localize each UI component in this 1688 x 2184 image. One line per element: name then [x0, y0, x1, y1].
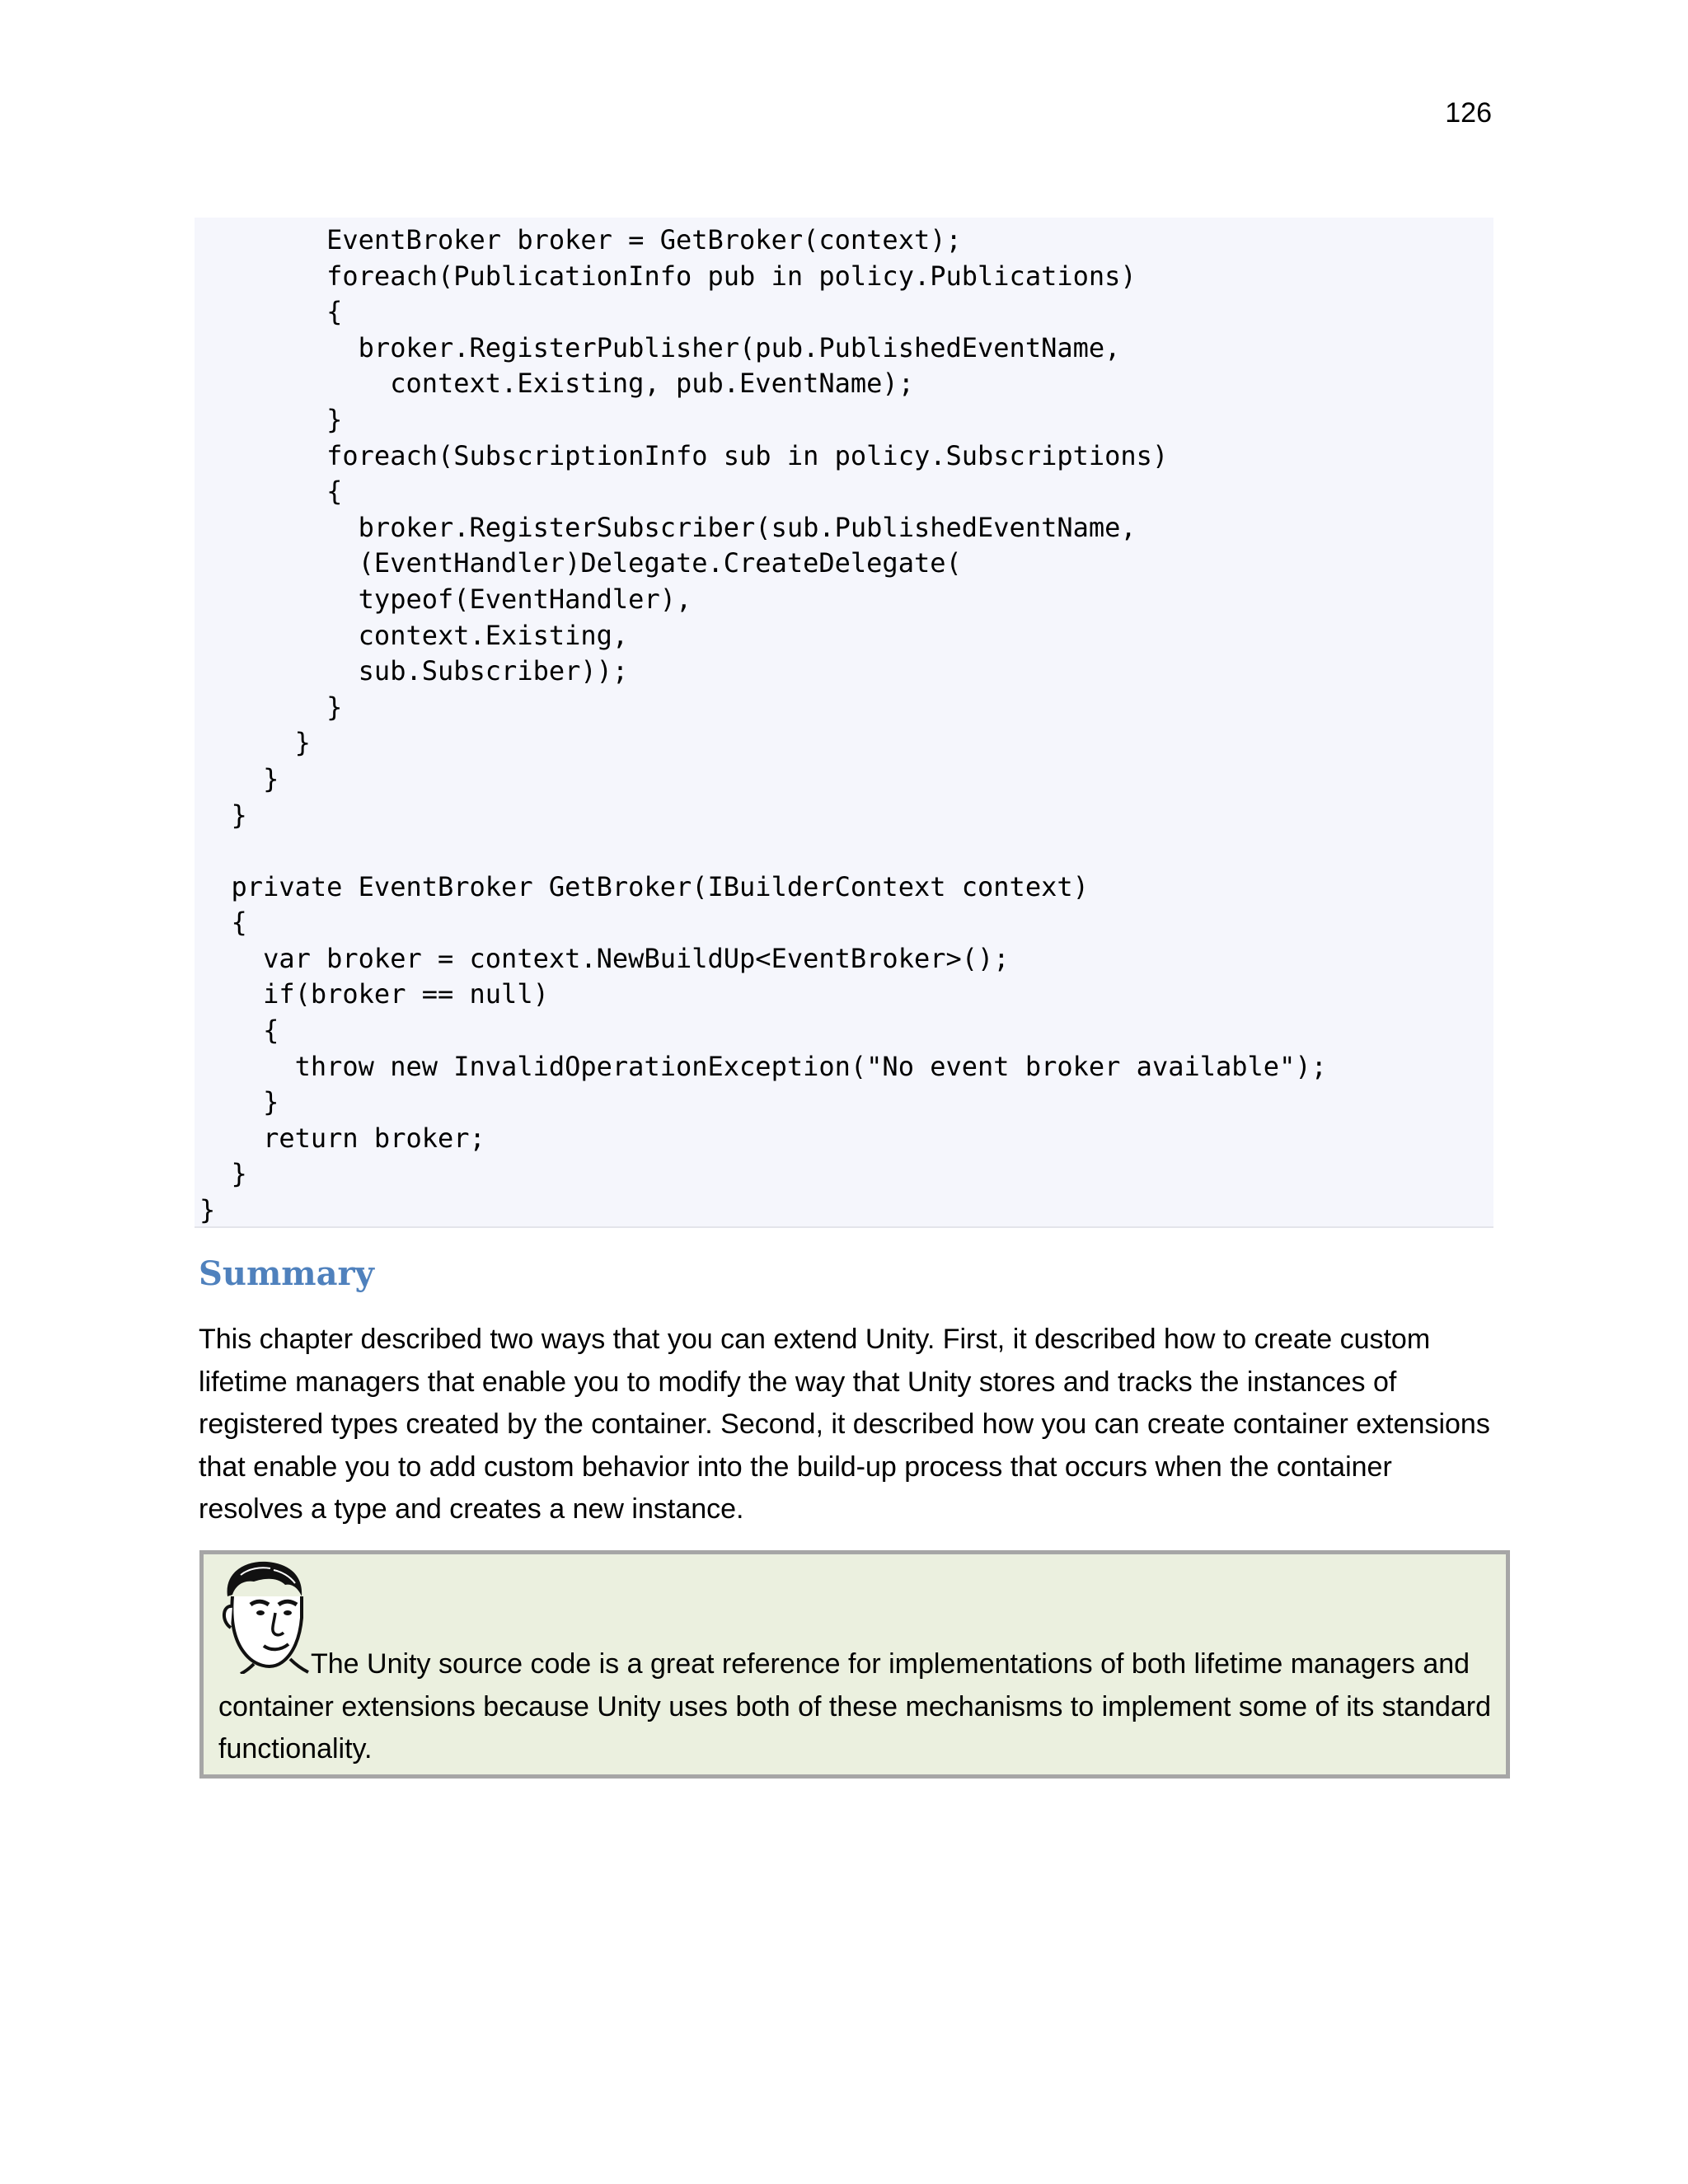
code-line: }	[199, 1086, 279, 1118]
code-line: (EventHandler)Delegate.CreateDelegate(	[199, 547, 962, 579]
code-line: EventBroker broker = GetBroker(context);	[199, 224, 962, 255]
code-line: context.Existing,	[199, 619, 629, 651]
summary-paragraph: This chapter described two ways that you can extend Unity. First, it described how to create custom lifetime managers that enable you to modify the way that Unity stores and tracks the instances of registered types created by the container. Second, it described how you can create container extensions that enable you to add custom behavior into the build-up process that occurs when the container resolves a type and creates a new instance.	[199, 1324, 1490, 1526]
code-line: context.Existing, pub.EventName);	[199, 368, 914, 400]
tip-callout	[199, 1550, 1510, 1779]
code-line: {	[199, 296, 343, 328]
code-line: }	[199, 1158, 247, 1190]
section-heading-summary: Summary	[199, 1254, 374, 1293]
code-line: }	[199, 762, 279, 794]
code-line: }	[199, 1194, 216, 1226]
code-line: }	[199, 403, 343, 435]
code-line: throw new InvalidOperationException("No event broker available");	[199, 1050, 1327, 1082]
code-line	[195, 833, 1493, 869]
code-line: {	[199, 1015, 279, 1047]
code-line: if(broker == null)	[199, 978, 549, 1010]
code-line: }	[199, 799, 247, 831]
code-line: {	[199, 907, 247, 939]
code-line: {	[199, 476, 343, 508]
code-line: }	[199, 691, 343, 723]
code-line: typeof(EventHandler),	[199, 583, 692, 615]
tip-text: The Unity source code is a great reference for implementations of both lifetime managers and container extensions because Unity uses both of these mechanisms to implement some of its standard functionality.	[218, 1648, 1492, 1765]
code-line: sub.Subscriber));	[199, 655, 629, 687]
code-line: foreach(SubscriptionInfo sub in policy.Subscriptions)	[199, 439, 1169, 471]
code-line: }	[199, 727, 311, 759]
code-line: private EventBroker GetBroker(IBuilderContext context)	[199, 870, 1089, 902]
code-line: var broker = context.NewBuildUp<EventBroker>();	[199, 942, 1010, 974]
code-line: foreach(PublicationInfo pub in policy.Publications)	[199, 260, 1137, 292]
page-number: 126	[1445, 97, 1492, 129]
code-line: broker.RegisterSubscriber(sub.PublishedEventName,	[199, 511, 1137, 543]
code-block	[195, 218, 1493, 1228]
code-line: return broker;	[199, 1122, 485, 1154]
code-line: broker.RegisterPublisher(pub.PublishedEventName,	[199, 331, 1121, 363]
